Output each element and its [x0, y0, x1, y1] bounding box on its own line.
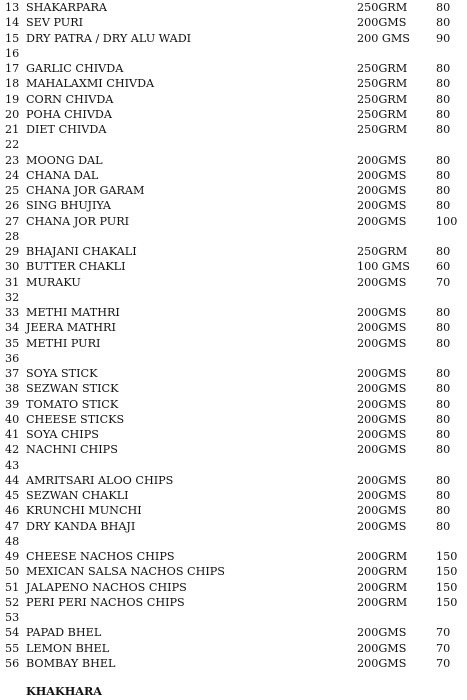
- item-quantity: 200GMS: [357, 397, 407, 411]
- item-quantity: 200GRM: [357, 580, 408, 594]
- item-price: 150: [436, 580, 458, 594]
- menu-item-row: [0, 366, 467, 381]
- item-number: 49: [5, 550, 20, 563]
- item-number: 44: [5, 473, 20, 487]
- item-name: LEMON BHEL: [26, 641, 110, 655]
- menu-item-row: [0, 168, 467, 183]
- item-number: 52: [5, 595, 20, 609]
- item-quantity: 200GMS: [357, 168, 407, 182]
- menu-item-row: [0, 137, 467, 152]
- item-price: 80: [436, 123, 451, 136]
- item-price: 70: [436, 641, 451, 655]
- item-price: 150: [436, 550, 458, 563]
- item-price: 80: [436, 489, 451, 502]
- item-name: CHANA DAL: [26, 168, 99, 182]
- item-quantity: 200GMS: [357, 412, 407, 426]
- item-name: BOMBAY BHEL: [26, 656, 116, 670]
- menu-item-row: [0, 92, 467, 107]
- section-heading: KHAKHARA: [26, 684, 102, 698]
- item-number: 45: [5, 489, 20, 502]
- menu-item-row: [0, 46, 467, 61]
- item-quantity: 200GMS: [357, 656, 407, 670]
- item-price: 70: [436, 275, 451, 289]
- menu-item-row: [0, 656, 467, 671]
- item-number: 32: [5, 290, 20, 304]
- item-quantity: 200GMS: [357, 489, 407, 502]
- menu-item-row: [0, 351, 467, 366]
- item-quantity: 200GMS: [357, 443, 407, 457]
- item-number: 55: [5, 641, 20, 655]
- item-price: 80: [436, 1, 451, 14]
- item-number: 53: [5, 611, 20, 624]
- menu-item-row: [0, 229, 467, 244]
- menu-item-row: [0, 336, 467, 351]
- item-number: 20: [5, 107, 20, 121]
- item-name: PERI PERI NACHOS CHIPS: [26, 595, 185, 609]
- item-number: 40: [5, 412, 20, 426]
- item-name: SING BHUJIYA: [26, 199, 111, 213]
- item-price: 80: [436, 77, 451, 91]
- item-name: BHAJANI CHAKALI: [26, 245, 137, 258]
- menu-item-row: [0, 107, 467, 122]
- menu-item-row: [0, 305, 467, 320]
- menu-item-row: [0, 488, 467, 503]
- item-price: 70: [436, 626, 451, 640]
- item-name: SEZWAN CHAKLI: [26, 489, 129, 502]
- menu-item-row: [0, 31, 467, 46]
- item-quantity: 250GRM: [357, 245, 408, 258]
- item-price: 80: [436, 199, 451, 213]
- item-number: 15: [5, 31, 20, 45]
- item-name: DRY PATRA / DRY ALU WADI: [26, 31, 192, 45]
- item-number: 51: [5, 580, 20, 594]
- item-number: 41: [5, 428, 20, 441]
- menu-item-row: [0, 259, 467, 274]
- item-price: 80: [436, 62, 451, 75]
- item-number: 29: [5, 245, 20, 258]
- item-quantity: 200GMS: [357, 519, 407, 533]
- menu-item-row: [0, 519, 467, 534]
- item-number: 47: [5, 519, 20, 533]
- item-quantity: 200GMS: [357, 275, 407, 289]
- item-quantity: 200GMS: [357, 199, 407, 213]
- item-number: 23: [5, 153, 20, 167]
- item-name: GARLIC CHIVDA: [26, 62, 124, 75]
- menu-item-row: [0, 15, 467, 30]
- menu-item-row: [0, 0, 467, 15]
- item-quantity: 200GMS: [357, 214, 407, 228]
- menu-item-row: [0, 625, 467, 640]
- item-name: AMRITSARI ALOO CHIPS: [26, 473, 174, 487]
- menu-item-row: [0, 76, 467, 91]
- item-name: BUTTER CHAKLI: [26, 260, 126, 274]
- item-quantity: 200GMS: [357, 382, 407, 396]
- item-number: 56: [5, 656, 20, 670]
- menu-item-row: [0, 244, 467, 259]
- item-number: 30: [5, 260, 20, 274]
- menu-item-row: [0, 290, 467, 305]
- item-quantity: 200GMS: [357, 336, 407, 350]
- item-number: 19: [5, 92, 20, 106]
- item-quantity: 100 GMS: [357, 260, 410, 274]
- item-number: 28: [5, 229, 20, 243]
- item-name: PAPAD BHEL: [26, 626, 102, 640]
- item-quantity: 200GMS: [357, 367, 407, 380]
- item-number: 17: [5, 62, 20, 75]
- item-price: 150: [436, 565, 458, 579]
- menu-item-row: [0, 610, 467, 625]
- menu-item-row: [0, 442, 467, 457]
- item-price: 80: [436, 245, 451, 258]
- menu-item-row: [0, 381, 467, 396]
- item-quantity: 200GMS: [357, 16, 407, 30]
- item-price: 80: [436, 519, 451, 533]
- item-quantity: 250GRM: [357, 77, 408, 91]
- menu-item-row: [0, 473, 467, 488]
- item-quantity: 200GMS: [357, 473, 407, 487]
- item-name: CHANA JOR PURI: [26, 214, 130, 228]
- item-name: SEZWAN STICK: [26, 382, 119, 396]
- item-name: MEXICAN SALSA NACHOS CHIPS: [26, 565, 225, 579]
- item-price: 150: [436, 595, 458, 609]
- item-name: SOYA STICK: [26, 367, 98, 380]
- item-price: 80: [436, 92, 451, 106]
- item-name: JALAPENO NACHOS CHIPS: [26, 580, 187, 594]
- item-quantity: 200GMS: [357, 428, 407, 441]
- item-number: 31: [5, 275, 20, 289]
- item-name: JEERA MATHRI: [26, 321, 116, 335]
- item-quantity: 200GRM: [357, 595, 408, 609]
- item-quantity: 250GRM: [357, 1, 408, 14]
- item-name: DIET CHIVDA: [26, 123, 107, 136]
- item-name: MURAKU: [26, 275, 81, 289]
- menu-item-row: [0, 503, 467, 518]
- item-price: 90: [436, 31, 451, 45]
- item-number: 42: [5, 443, 20, 457]
- item-name: DRY KANDA BHAJI: [26, 519, 136, 533]
- menu-item-row: [0, 534, 467, 549]
- item-name: METHI PURI: [26, 336, 101, 350]
- item-price: 80: [436, 321, 451, 335]
- item-number: 48: [5, 534, 20, 548]
- item-name: SOYA CHIPS: [26, 428, 99, 441]
- item-quantity: 200GRM: [357, 550, 408, 563]
- item-price: 100: [436, 214, 458, 228]
- menu-item-row: [0, 198, 467, 213]
- item-quantity: 200GRM: [357, 565, 408, 579]
- item-quantity: 250GRM: [357, 123, 408, 136]
- item-price: 80: [436, 428, 451, 441]
- item-number: 37: [5, 367, 20, 380]
- menu-item-row: [0, 122, 467, 137]
- item-number: 16: [5, 46, 20, 60]
- item-quantity: 200 GMS: [357, 31, 410, 45]
- item-quantity: 200GMS: [357, 504, 407, 518]
- item-name: SHAKARPARA: [26, 1, 107, 14]
- menu-item-row: [0, 641, 467, 656]
- item-quantity: 200GMS: [357, 626, 407, 640]
- item-quantity: 250GRM: [357, 92, 408, 106]
- item-name: CORN CHIVDA: [26, 92, 114, 106]
- item-name: CHEESE STICKS: [26, 412, 125, 426]
- item-price: 80: [436, 306, 451, 319]
- item-price: 80: [436, 16, 451, 30]
- menu-item-row: [0, 275, 467, 290]
- item-name: POHA CHIVDA: [26, 107, 112, 121]
- item-price: 80: [436, 473, 451, 487]
- item-name: KRUNCHI MUNCHI: [26, 504, 142, 518]
- item-name: SEV PURI: [26, 16, 84, 30]
- item-price: 80: [436, 184, 451, 197]
- item-number: 24: [5, 168, 20, 182]
- item-number: 36: [5, 351, 20, 365]
- item-price: 70: [436, 656, 451, 670]
- item-quantity: 250GRM: [357, 107, 408, 121]
- menu-item-row: [0, 427, 467, 442]
- item-price: 80: [436, 168, 451, 182]
- menu-item-row: [0, 580, 467, 595]
- menu-item-row: [0, 458, 467, 473]
- menu-item-row: [0, 412, 467, 427]
- item-number: 39: [5, 397, 20, 411]
- item-number: 43: [5, 458, 20, 472]
- menu-item-row: [0, 549, 467, 564]
- item-price: 80: [436, 382, 451, 396]
- item-number: 26: [5, 199, 20, 213]
- item-number: 13: [5, 1, 20, 14]
- item-number: 35: [5, 336, 20, 350]
- item-price: 80: [436, 412, 451, 426]
- item-number: 18: [5, 77, 20, 91]
- item-name: NACHNI CHIPS: [26, 443, 118, 457]
- item-number: 25: [5, 184, 20, 197]
- item-quantity: 250GRM: [357, 62, 408, 75]
- item-price: 80: [436, 107, 451, 121]
- item-number: 46: [5, 504, 20, 518]
- item-number: 38: [5, 382, 20, 396]
- item-price: 80: [436, 367, 451, 380]
- item-price: 80: [436, 504, 451, 518]
- menu-item-row: [0, 564, 467, 579]
- item-number: 22: [5, 138, 20, 152]
- menu-item-row: [0, 183, 467, 198]
- menu-item-row: [0, 595, 467, 610]
- item-name: MAHALAXMI CHIVDA: [26, 77, 155, 91]
- item-price: 80: [436, 153, 451, 167]
- menu-item-row: [0, 320, 467, 335]
- item-name: TOMATO STICK: [26, 397, 119, 411]
- item-price: 80: [436, 336, 451, 350]
- item-name: METHI MATHRI: [26, 306, 120, 319]
- item-number: 50: [5, 565, 20, 579]
- item-price: 80: [436, 443, 451, 457]
- item-quantity: 200GMS: [357, 306, 407, 319]
- item-price: 60: [436, 260, 451, 274]
- item-quantity: 200GMS: [357, 153, 407, 167]
- menu-item-row: [0, 214, 467, 229]
- item-price: 80: [436, 397, 451, 411]
- item-number: 33: [5, 306, 20, 319]
- menu-item-row: [0, 153, 467, 168]
- item-number: 27: [5, 214, 20, 228]
- item-name: CHEESE NACHOS CHIPS: [26, 550, 175, 563]
- item-quantity: 200GMS: [357, 184, 407, 197]
- item-name: MOONG DAL: [26, 153, 103, 167]
- menu-item-row: [0, 61, 467, 76]
- item-quantity: 200GMS: [357, 641, 407, 655]
- item-number: 14: [5, 16, 20, 30]
- item-quantity: 200GMS: [357, 321, 407, 335]
- menu-item-row: [0, 397, 467, 412]
- item-number: 34: [5, 321, 20, 335]
- item-number: 54: [5, 626, 20, 640]
- item-number: 21: [5, 123, 20, 136]
- item-name: CHANA JOR GARAM: [26, 184, 145, 197]
